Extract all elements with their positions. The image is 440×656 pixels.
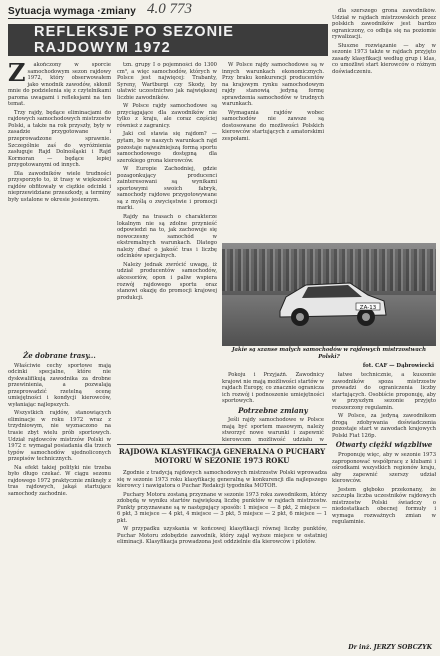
paragraph: W Polsce rajdy samochodowe są w innych warunkach ekonomicznych. Przy braku konkurencji producentów na krajowym rynku samochodowym rajdy stanowią jedyną formę sprawdzenia samochodów w trudnych warunkach.: [222, 62, 324, 108]
classification-title: RAJDOWA KLASYFIKACJA GENERALNA O PUCHARY MOTORU W SEZONIE 1973 ROKU: [118, 447, 326, 465]
paragraph: Słuszne rozwiązanie — aby w sezonie 1973 także w rajdach przyjęto zasady klasyfikacji według grup i klas, co umożliwi start kierowców o różnym doświadczeniu.: [332, 42, 436, 75]
paragraph: Należy jednak zwrócić uwagę, iż udział producentów samochodów, akcesoriów, opon i paliw wspiera rozwój rajdowego sportu oraz stanowi okazję do promocji krajowej produkcji.: [117, 261, 217, 301]
paragraph: tzn. grupy I o pojemności do 1300 cm³, a więc samochodów, których w Polsce jest najwięcej: Trabanty, Syreny, Wartburgi czy Skody, by ułatwić uczestnictwo jak największej liczbie zawodników.: [117, 62, 217, 101]
subheading: Otwarty ciężki wiązbliwe: [335, 440, 433, 450]
drop-cap-letter: Z: [8, 62, 26, 87]
column-4: [332, 8, 436, 240]
article-title: REFLEKSJE PO SEZONIE RAJDOWYM 1972: [34, 24, 235, 56]
handwritten-reference-number: 4.0 773: [147, 1, 192, 17]
column-2: [117, 62, 217, 442]
paragraph: W Polsce rajdy samochodowe są przyciągające dla zawodników nie tylko z kraju, ale coraz częściej również z zagranicy.: [117, 103, 217, 129]
subheading: Że dobrane trasy...: [23, 351, 96, 360]
paragraph: dla szerszego grona zawodników. Udział w rajdach mistrzowskich przez polskich zawodników jest bardzo ograniczony, co odbija się na poziomie rywalizacji.: [332, 8, 436, 41]
paragraph: Puchary Motoru zostaną przyznane w sezonie 1973 roku zawodnikom, którzy zdobędą w wyniku startów największą liczbę punktów w rajdach mistrzostw. Punkty przyznawane są w następujący sposób: 1 miejsce — 8 pkt, 2 miejsce — 6 pkt, 3 miejsce — 4 pkt, 4 miejsce — 3 pkt, 5 miejsce — 2 pkt, 6 miejsce — 1 pkt.: [117, 491, 327, 524]
paragraph: Właściwie cechy sportowe mają odcinki specjalne, które nie dyskwalifikują zawodnika za drobne przewinienia, a pozwalają przeprowadzić rzetelną ocenę umiejętności i kondycji kierowców, wyłaniając najlepszych.: [8, 362, 111, 408]
rally-car-photo: [222, 243, 436, 346]
article-title-banner: [8, 24, 328, 56]
paragraph: łatwe technicznie, a kuszenie zawodników spoza mistrzostw prowadzi do ograniczenia liczby startujących. Osobiście proponuję, aby w przyszłym sezonie przyjęto rozszerzony regulamin.: [332, 372, 436, 411]
author-signature: Dr inż. JERZY SOBCZYK: [348, 644, 432, 651]
subheading: Potrzebne zmiany: [238, 405, 308, 415]
paragraph: Trzy rajdy, będące eliminacjami do rajdowych samochodowych mistrzostw Polski, a także na rok przyszły, były w zasadzie przygotowane i przeprowadzone sprawnie. Szczególnie zaś do wyróżnienia zasługuje Rajd Dolnośląski i Rajd Kormoran — będące lepiej przygotowanymi od innych.: [8, 109, 111, 169]
photo-credit: fot. CAF — Dąbrowiecki: [362, 363, 434, 369]
column-3-lower: [222, 372, 324, 442]
section-kicker: [8, 6, 136, 19]
paragraph: W Polsce, za jedyną zawodnikom drogą zdobywania doświadczenia pozostaje start w zawodach krajowych Polski Fiat 126p.: [332, 413, 436, 439]
paragraph: W Europie Zachodniej, gdzie pozagonkujący producenci zainteresowani są wynikami sportowymi swoich fabryk, samochody rajdowe przygotowywane są z myślą o zwycięstwie i promocji marki.: [117, 166, 217, 212]
paragraph: Proponuję więc, aby w sezonie 1973 zaproponować współpracę z klubami i ośrodkami wszystkich regionów kraju, aby zapewnić szerszy udział kierowców.: [332, 452, 436, 485]
paragraph: Na efekt takiej polityki nie trzeba było długo czekać. W ciągu sezonu rajdowego 1972 praktycznie zniknęły z tras rajdowych, jakąś startujące samochody zachodnie.: [8, 464, 111, 497]
kicker-text: Sytuacja wymaga ·zmiany: [8, 6, 136, 17]
paragraph: Dla zawodników wiele trudności przysporzyło to, iż trasy w większości rajdów obfitowały w ciężkie odcinki i nieprzewidziane przeszkody, a terminy były ustalone w okresie jesiennym.: [8, 170, 111, 203]
kicker-underline: [8, 18, 126, 19]
column-4-lower: [332, 372, 436, 640]
car-image: [272, 271, 392, 329]
column-1-lower: [8, 350, 111, 650]
paragraph: akończony w sporcie samochodowym sezon rajdowy 1972, który obserwowałem jako wnodnik zawodów, skłonił mnie do podzielenia się z czytelnikami paroma uwagami i refleksjami na ten temat.: [8, 62, 111, 108]
paragraph: Zgodnie z tradycją rajdowych samochodowych mistrzostw Polski wprowadza się w sezonie 1973 roku klasyfikację generalną w konkurencji dla najlepszego kierowcy i nawigatora o Puchar Redakcji tygodnika MOTOR.: [117, 470, 327, 490]
column-1: [8, 62, 111, 347]
box-rule-top: [117, 444, 327, 445]
paragraph: Jestem głęboko przekonany, że szczupła liczba uczestników rajdowych mistrzostw Polski świadczy o niedostatkach obecnej formuły i wymaga rozważnych zmian w regulaminie.: [332, 486, 436, 526]
license-plate: ZA-13: [359, 304, 377, 311]
paragraph: Jaki cel stawia się rajdom? — pytam, bo w naszych warunkach rajd pozostaje najważniejszą formą sportu samochodowego dostępną dla szerokiego grona kierowców.: [117, 131, 217, 164]
paragraph: W przypadku uzyskania w końcowej klasyfikacji równej liczby punktów, Puchar Motoru zdobędzie zawodnik, który zajął wyższe miejsce w ostatniej eliminacji. Klasyfikacja prowadzona jest oddzielnie dla kierowców i pilotów.: [117, 526, 327, 546]
paragraph: Rajdy na trasach o charakterze lokalnym nie są zdolne przynieść odpowiedzi na to, jak zachowuje się nowoczesny samochód w ekstremalnych warunkach. Dlatego należy dbać o jakość tras i liczbę odcinków specjalnych.: [117, 214, 217, 260]
photo-caption: Jakie są szanse małych samochodów w rajdowych mistrzostwach Polski?: [231, 347, 427, 360]
paragraph: Pokoju i Przyjaźń. Zawodnicy krajowi nie mają możliwości startów w rajdach Europy, co znacznie ogranicza ich rozwój i podnoszenie umiejętności sportowych.: [222, 372, 324, 405]
paragraph: Wymagania rajdów wobec samochodów nie zawsze są dostosowane do możliwości Polskich kierowców startujących z amatorskimi zespołami.: [222, 109, 324, 143]
paragraph: Wszystkich rajdów, stanowiących eliminacje w roku 1972 wraz z trzydniowym, nie wyznaczono na trasie zbyt wielu prób sportowych. Udział rajdowców mistrzów Polski w 1972 r. wymagał posiadania dla trzech typów samochodów ujednoliconych przepisów technicznych.: [8, 410, 111, 463]
column-3: [222, 62, 324, 240]
classification-body: [117, 470, 327, 648]
paragraph: Jeśli rajdy samochodowe w Polsce mają być sportem masowym, należy stworzyć nowe warunki i zapewnić kierowcom możliwość udziału w: [222, 417, 324, 442]
